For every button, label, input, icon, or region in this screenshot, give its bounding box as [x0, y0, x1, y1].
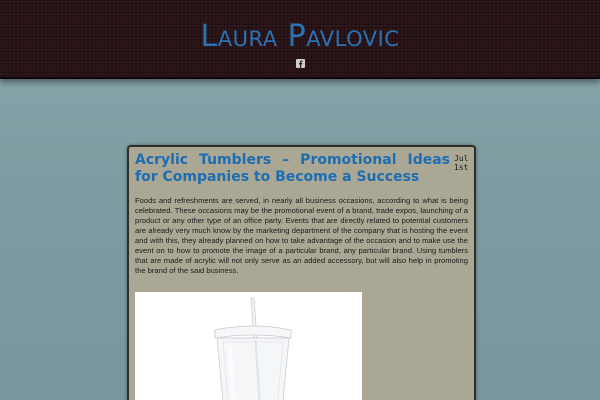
- post-body: Foods and refreshments are served, in nearly all business occasions, according to what is being celebrated. These occasions may be the promotional event of a brand, trade expos, launching of a product or any other type of an office party. Events that are directly related to potential customers are already very much know by the marketing department of the company that is hosting the event and with this, they already planned on how to take advantage of the occasion and to make use the event on to how to promote the image of a particular brand, any particular brand. Using tumblers that are made of acrylic will not only serve as an added accessory, but will also help in promoting the brand of the said business.: [135, 196, 468, 275]
- facebook-icon[interactable]: [296, 59, 305, 68]
- post-date-day: 1st: [454, 163, 469, 172]
- post-title[interactable]: Acrylic Tumblers – Promotional Ideas for Companies to Become a Success: [135, 152, 450, 185]
- post-date-month: Jul: [454, 154, 469, 163]
- post-card: [127, 145, 476, 400]
- site-title[interactable]: Laura Pavlovic: [200, 19, 400, 54]
- post-date-badge: [454, 154, 468, 172]
- site-header: [0, 0, 600, 79]
- tumbler-image: [135, 292, 362, 400]
